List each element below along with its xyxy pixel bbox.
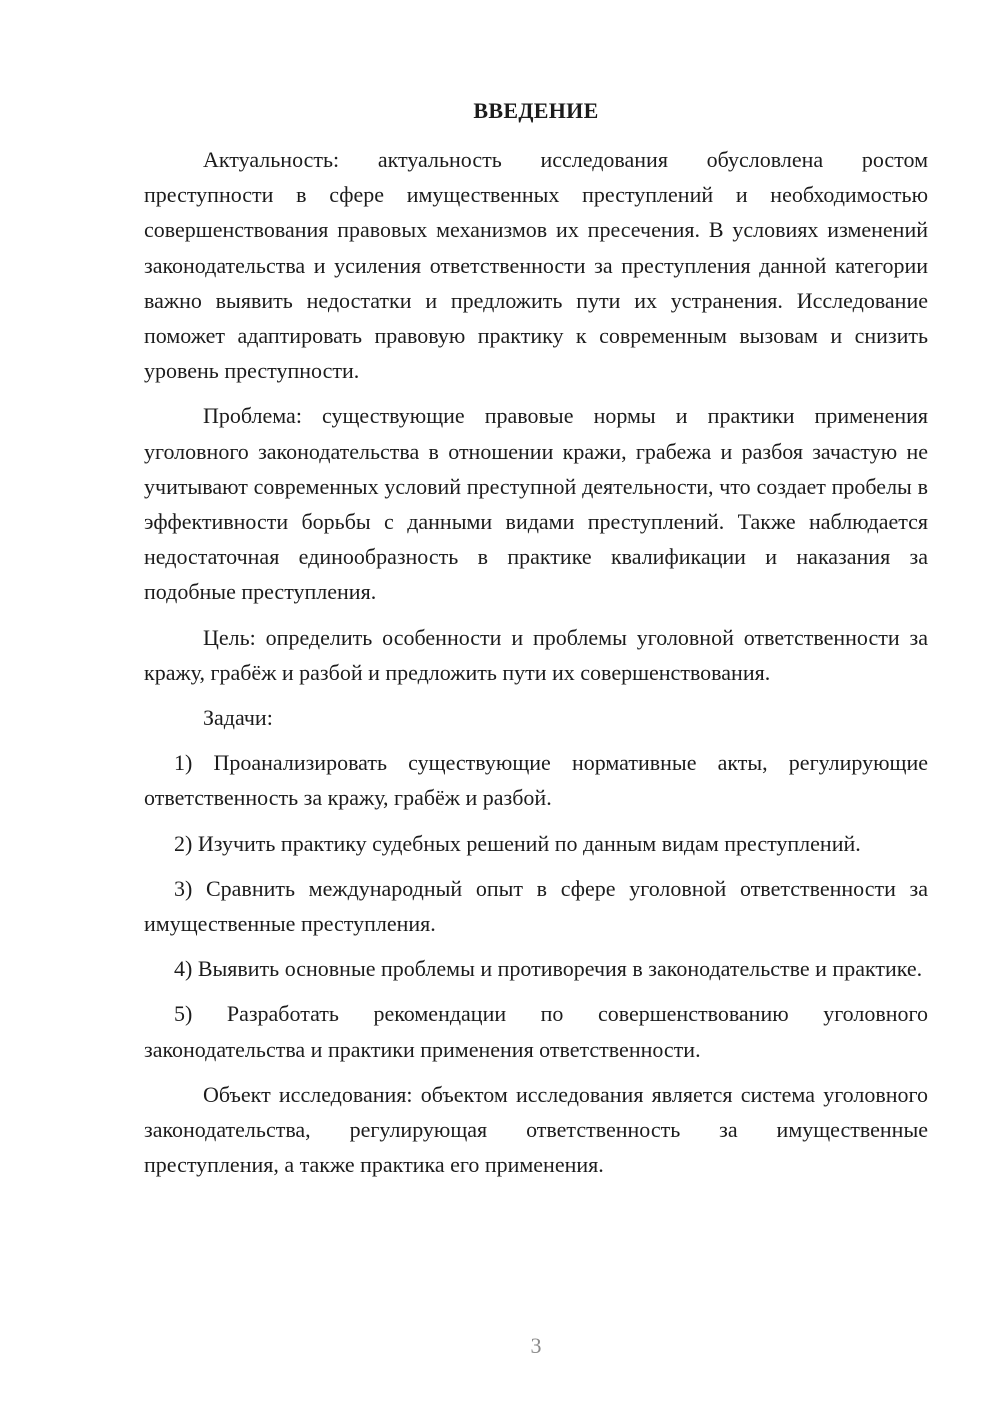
task-item: 5) Разработать рекомендации по совершенствованию уголовного законодательства и практики применения ответственности.	[144, 1001, 928, 1062]
task-item: 3) Сравнить международный опыт в сфере уголовной ответственности за имущественные преступления.	[144, 875, 928, 937]
goal-paragraph: Цель: определить особенности и проблемы уголовной ответственности за кражу, грабёж и разбой и предложить пути их совершенствования.	[144, 624, 928, 685]
task-item: 1) Проанализировать существующие нормативные акты, регулирующие ответственность за кражу, грабёж и разбой.	[144, 750, 928, 811]
page-content	[144, 95, 928, 1182]
section-title: ВВЕДЕНИЕ	[473, 98, 599, 123]
tasks-heading: Задачи:	[203, 705, 273, 731]
research-object-paragraph: Объект исследования: объектом исследования является система уголовного законодательства, регулирующая ответственность за имущественные преступления, а также практика его применения.	[144, 1081, 928, 1178]
relevance-paragraph: Актуальность: актуальность исследования обусловлена ростом преступности в сфере имущественных преступлений и необходимостью совершенствования правовых механизмов их пресечения. В условиях изменений законодательства и усиления ответственности за преступления данной категории важно выявить недостатки и предложить пути их устранения. Исследование поможет адаптировать правовую практику к современным вызовам и снизить уровень преступности.	[144, 147, 928, 384]
task-item: 4) Выявить основные проблемы и противоречия в законодательстве и практике.	[174, 956, 923, 982]
problem-paragraph: Проблема: существующие правовые нормы и практики применения уголовного законодательства в отношении кражи, грабежа и разбоя зачастую не учитывают современных условий преступной деятельности, что создает пробелы в эффективности борьбы с данными видами преступлений. Также наблюдается недостаточная единообразность в практике квалификации и наказания за подобные преступления.	[144, 403, 928, 605]
page-number: 3	[530, 1333, 542, 1358]
task-item: 2) Изучить практику судебных решений по данным видам преступлений.	[174, 830, 861, 856]
